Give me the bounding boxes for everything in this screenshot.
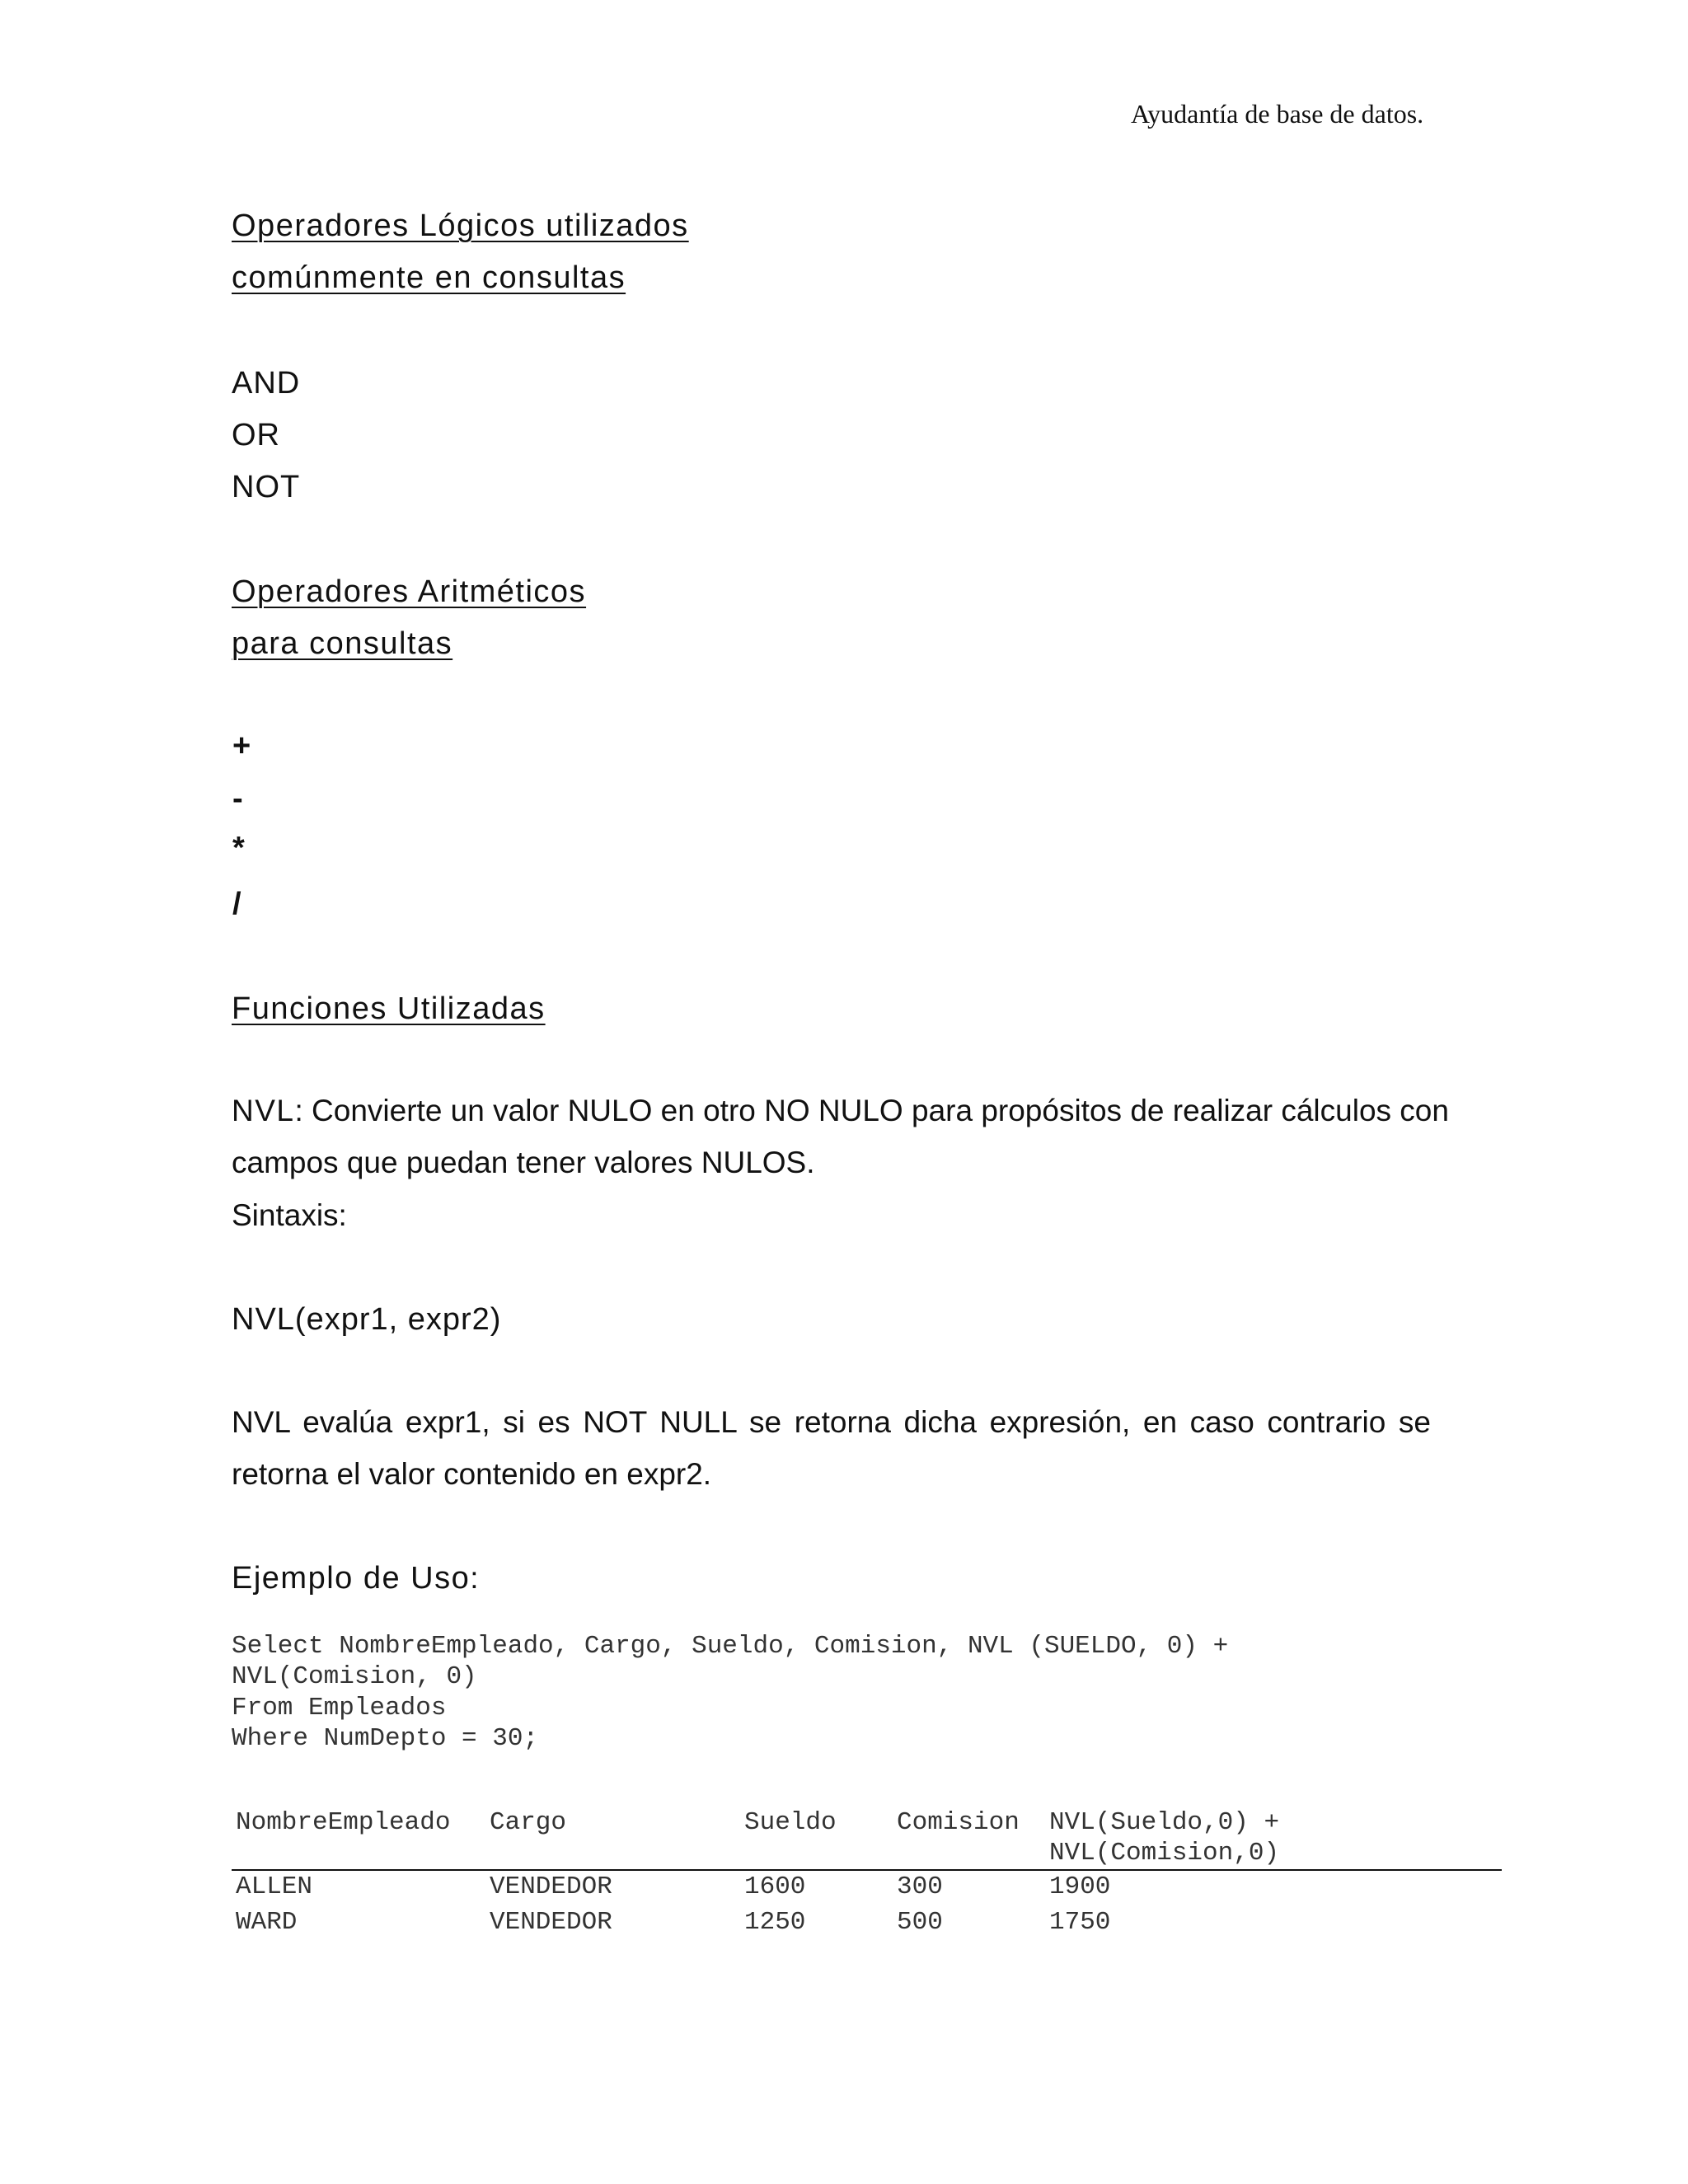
operator-and: AND <box>232 366 301 401</box>
table-cell-nombre: WARD <box>236 1908 298 1937</box>
table-cell-cargo: VENDEDOR <box>490 1872 612 1901</box>
table-header-divider <box>232 1869 1502 1871</box>
table-cell-sueldo: 1600 <box>744 1872 806 1901</box>
table-header-cargo: Cargo <box>490 1808 567 1837</box>
table-cell-comision: 500 <box>897 1908 943 1937</box>
nvl-syntax: NVL(expr1, expr2) <box>232 1302 502 1337</box>
code-line-3: From Empleados <box>232 1694 447 1722</box>
operator-multiply: * <box>232 831 245 865</box>
operator-plus: + <box>232 729 251 763</box>
nvl-explanation-line2: retorna el valor contenido en expr2. <box>232 1457 712 1491</box>
nvl-definition-text: : Convierte un valor NULO en otro NO NULO para propósitos de realizar cálculos con <box>294 1094 1449 1127</box>
operator-not: NOT <box>232 470 301 504</box>
nvl-explanation-line1: NVL evalúa expr1, si es NOT NULL se retorna dicha expresión, en caso contrario se <box>232 1405 1431 1439</box>
operator-or: OR <box>232 418 280 452</box>
table-cell-nvl: 1750 <box>1049 1908 1111 1937</box>
ejemplo-heading <box>232 1561 479 1596</box>
table-cell-nombre: ALLEN <box>236 1872 313 1901</box>
table-header-nvl-cont: NVL(Comision,0) <box>1049 1839 1280 1868</box>
table-header-sueldo: Sueldo <box>744 1808 837 1837</box>
table-header-nvl: NVL(Sueldo,0) + <box>1049 1808 1280 1837</box>
page-header: Ayudantía de base de datos. <box>1131 99 1424 129</box>
nvl-term: NVL <box>232 1094 295 1127</box>
code-line-2: NVL(Comision, 0) <box>232 1662 477 1691</box>
ejemplo-colon: : <box>470 1561 479 1595</box>
table-header-comision: Comision <box>897 1808 1020 1837</box>
sintaxis-label: Sintaxis: <box>232 1198 347 1232</box>
table-cell-comision: 300 <box>897 1872 943 1901</box>
nvl-definition-line2: campos que puedan tener valores NULOS. <box>232 1146 815 1179</box>
code-line-1: Select NombreEmpleado, Cargo, Sueldo, Comision, NVL (SUELDO, 0) + <box>232 1632 1229 1661</box>
heading-funciones: Funciones Utilizadas <box>232 991 546 1026</box>
nvl-definition-line1 <box>232 1094 1449 1128</box>
heading-logicos-line1: Operadores Lógicos utilizados <box>232 209 689 243</box>
table-cell-cargo: VENDEDOR <box>490 1908 612 1937</box>
ejemplo-label: Ejemplo de Uso <box>232 1561 471 1596</box>
heading-logicos-line2: comúnmente en consultas <box>232 260 626 295</box>
code-line-4: Where NumDepto = 30; <box>232 1724 539 1753</box>
heading-aritmeticos-line1: Operadores Aritméticos <box>232 574 587 609</box>
operator-divide: / <box>232 887 241 921</box>
heading-aritmeticos-line2: para consultas <box>232 626 453 661</box>
table-cell-sueldo: 1250 <box>744 1908 806 1937</box>
table-cell-nvl: 1900 <box>1049 1872 1111 1901</box>
table-header-nombre: NombreEmpleado <box>236 1808 451 1837</box>
operator-minus: - <box>232 781 243 816</box>
